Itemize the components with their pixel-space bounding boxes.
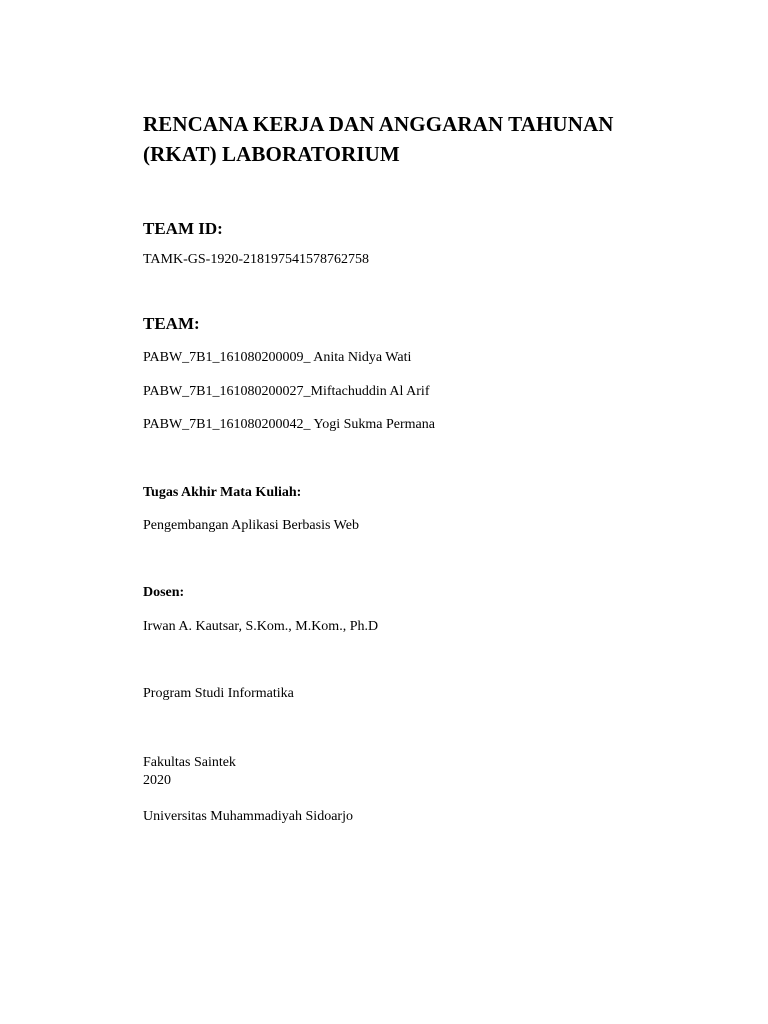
document-year: 2020: [143, 773, 171, 788]
lecturer-heading: Dosen:: [143, 585, 185, 600]
course-value: Pengembangan Aplikasi Berbasis Web: [143, 518, 359, 533]
program-name: Program Studi Informatika: [143, 686, 294, 701]
team-heading: TEAM:: [143, 314, 200, 333]
institution: [143, 718, 353, 862]
title-line-2: (RKAT) LABORATORIUM: [143, 142, 400, 166]
faculty-name: Fakultas Saintek: [143, 755, 236, 770]
title-line-1: RENCANA KERJA DAN ANGGARAN TAHUNAN: [143, 112, 614, 136]
team-id-value: TAMK-GS-1920-218197541578762758: [143, 252, 369, 267]
university-name: Universitas Muhammadiyah Sidoarjo: [143, 809, 353, 824]
team-member-1: PABW_7B1_161080200009_ Anita Nidya Wati: [143, 350, 412, 365]
team-id-heading: TEAM ID:: [143, 219, 223, 238]
lecturer-value: Irwan A. Kautsar, S.Kom., M.Kom., Ph.D: [143, 619, 379, 634]
course-heading: Tugas Akhir Mata Kuliah:: [143, 485, 302, 500]
team-member-3: PABW_7B1_161080200042_ Yogi Sukma Permana: [143, 417, 435, 432]
document-title: [143, 109, 614, 169]
team-member-2: PABW_7B1_161080200027_Miftachuddin Al Arif: [143, 384, 430, 399]
